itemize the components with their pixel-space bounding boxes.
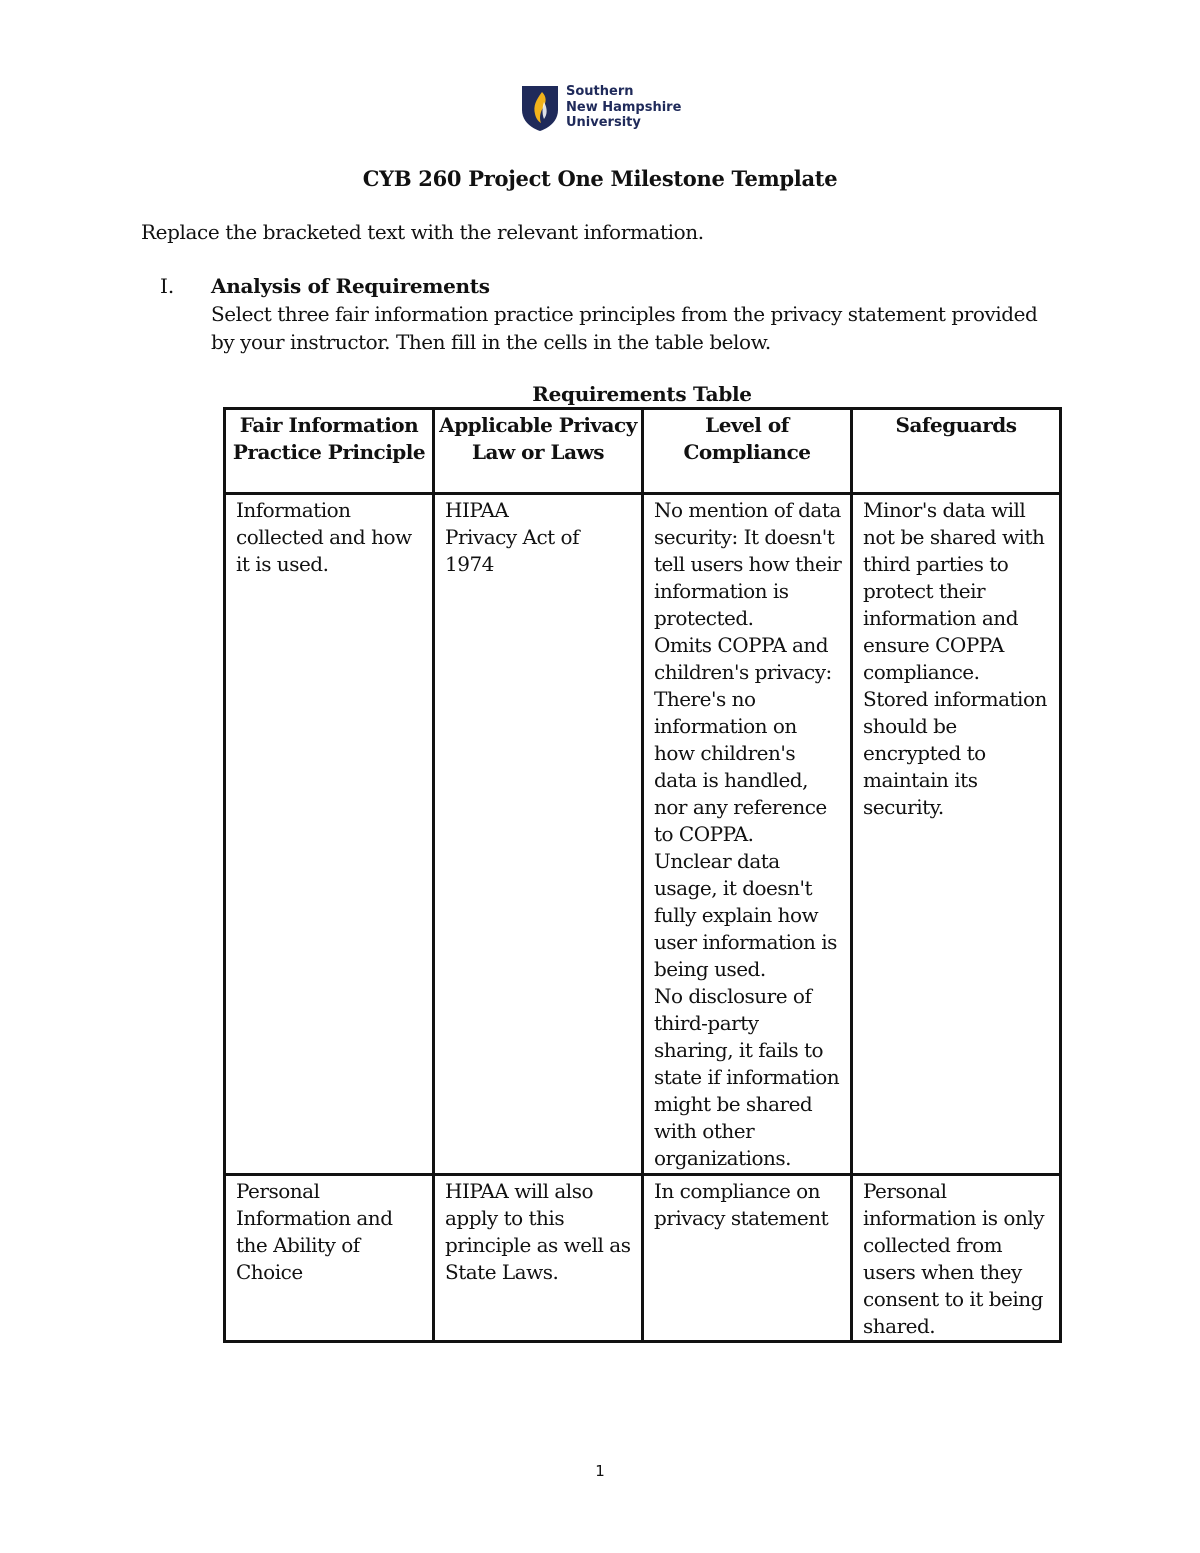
safeguard-item: Stored information should be encrypted to maintain its security. [863, 687, 1047, 819]
cell-compliance [643, 1175, 852, 1342]
table-row [225, 1175, 1061, 1342]
university-logo [520, 84, 690, 134]
section-description: Select three fair information practice principles from the privacy statement provided by your instructor. Then fill in the cells in the table below. [211, 302, 1038, 354]
compliance-item: No mention of data security: It doesn't tell users how their information is protected. [654, 498, 842, 630]
cell-compliance [643, 494, 852, 1175]
section-number: I. [160, 274, 175, 298]
page-number: 1 [595, 1462, 605, 1480]
header-compliance: Level of Compliance [643, 409, 852, 494]
logo-line-1: Southern [566, 84, 634, 99]
law-item: HIPAA [445, 498, 509, 522]
table-caption: Requirements Table [532, 382, 752, 406]
cell-laws [434, 494, 643, 1175]
requirements-table [223, 407, 1062, 1343]
logo-line-3: University [566, 115, 641, 130]
law-item: HIPAA will also apply to this principle as well as State Laws. [445, 1179, 631, 1284]
compliance-item: In compliance on privacy statement [654, 1179, 829, 1230]
safeguard-item: Personal information is only collected from users when they consent to it being shared. [863, 1179, 1045, 1338]
cell-principle: Information collected and how it is used. [225, 494, 434, 1175]
document-title: CYB 260 Project One Milestone Template [362, 166, 838, 191]
logo-wordmark [566, 84, 681, 131]
safeguard-item: Minor's data will not be shared with third parties to protect their information and ensure COPPA compliance. [863, 498, 1045, 684]
cell-principle: Personal Information and the Ability of Choice [225, 1175, 434, 1342]
header-safeguards: Safeguards [852, 409, 1061, 494]
instruction-text: Replace the bracketed text with the relevant information. [141, 220, 704, 244]
cell-laws [434, 1175, 643, 1342]
table-header-row [225, 409, 1061, 494]
compliance-item: Omits COPPA and children's privacy: There's no information on how children's data is handled, nor any reference to COPPA. [654, 633, 832, 846]
cell-safeguards [852, 494, 1061, 1175]
table-row [225, 494, 1061, 1175]
header-laws: Applicable Privacy Law or Laws [434, 409, 643, 494]
law-item: Privacy Act of 1974 [445, 525, 579, 576]
compliance-item: No disclosure of third-party sharing, it fails to state if information might be shared with other organizations. [654, 984, 840, 1170]
section-heading: Analysis of Requirements [211, 274, 490, 298]
logo-line-2: New Hampshire [566, 99, 682, 115]
cell-safeguards [852, 1175, 1061, 1342]
shield-flame-icon [520, 84, 560, 132]
compliance-item: Unclear data usage, it doesn't fully explain how user information is being used. [654, 849, 837, 981]
header-principle: Fair Information Practice Principle [225, 409, 434, 494]
